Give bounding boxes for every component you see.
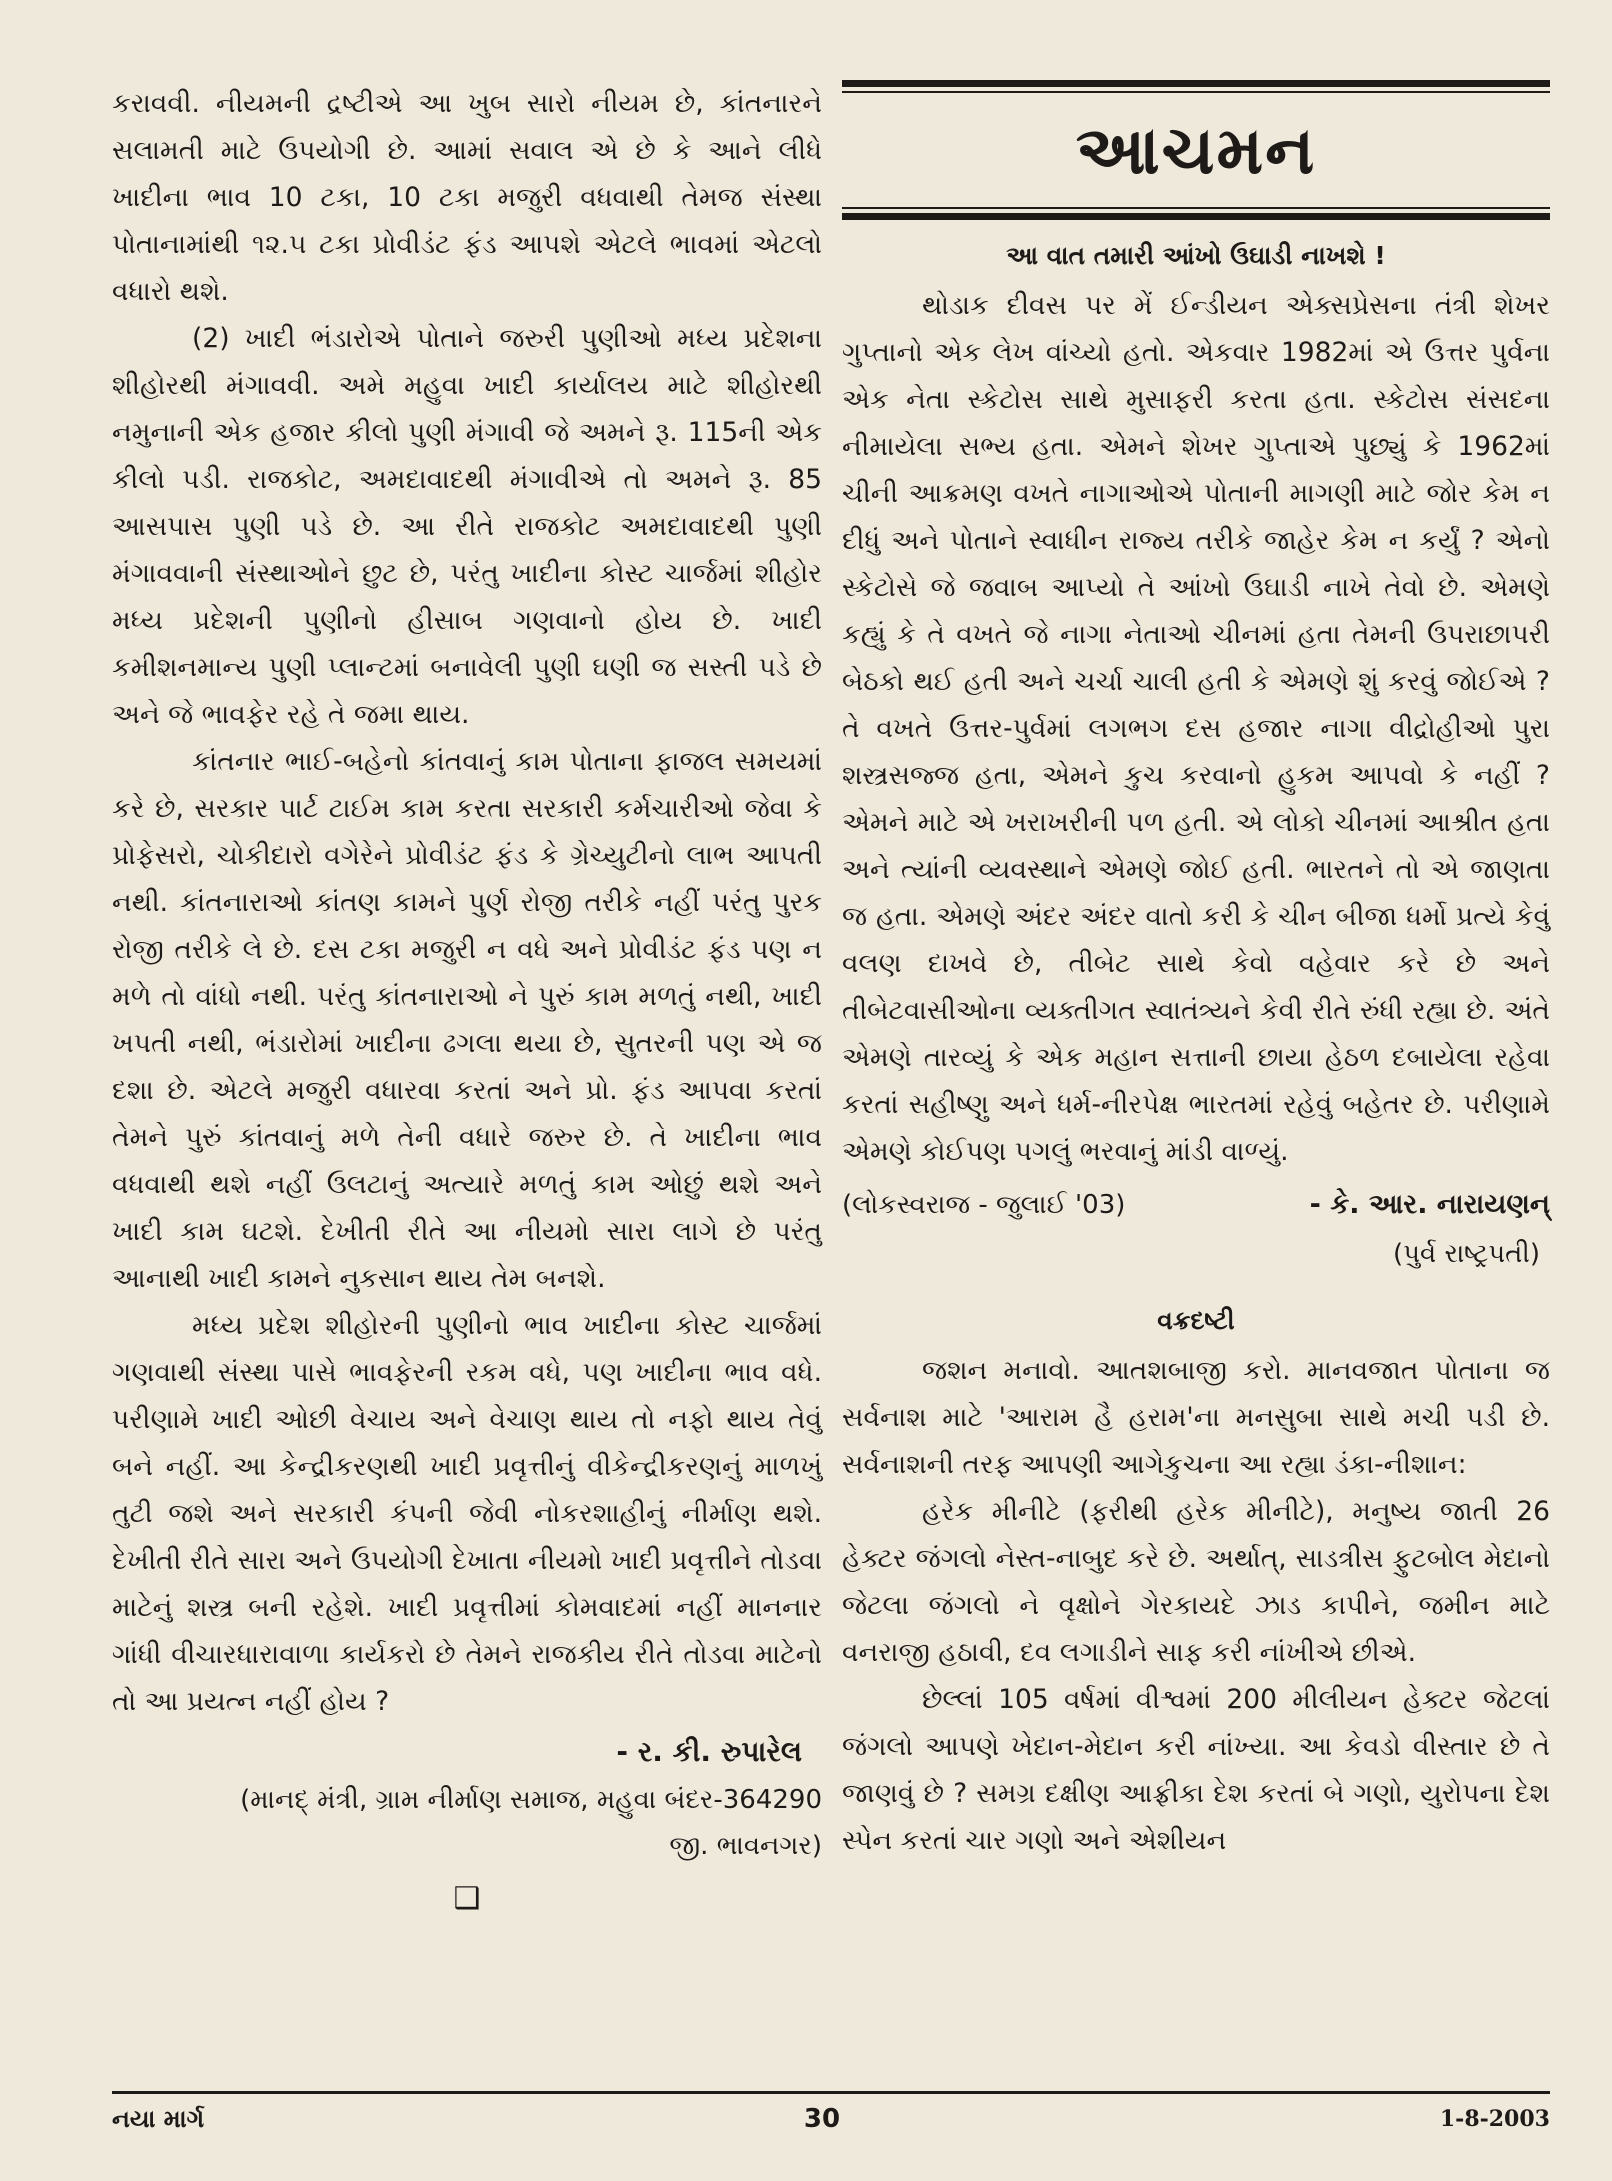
paragraph: મધ્ય પ્રદેશ શીહોરની પુણીનો ભાવ ખાદીના કોસ્ટ ચાર્જમાં ગણવાથી સંસ્થા પાસે ભાવફેરની રકમ વધે, પણ ખાદીના ભાવ વધે. પરીણામે ખાદી ઓછી વેચાય અને વેચાણ થાય તો નફો થાય તેવું બને નહીં. આ કેન્દ્રીકરણથી ખાદી પ્રવૃત્તીનું વીકેન્દ્રીકરણનું માળખું તુટી જશે અને સરકારી કંપની જેવી નોકરશાહીનું નીર્માણ થશે. દેખીતી રીતે સારા અને ઉપયોગી દેખાતા નીયમો ખાદી પ્રવૃત્તીને તોડવા માટેનું શસ્ત્ર બની રહેશે. ખાદી પ્રવૃત્તીમાં કોમવાદમાં નહીં માનનાર ગાંધી વીચારધારાવાળા કાર્યકરો છે તેમને રાજકીય રીતે તોડવા માટેનો તો આ પ્રયત્ન નહીં હોય ?: [112, 1310, 822, 1717]
footer-rule: [112, 2091, 1550, 2094]
left-column: [112, 80, 822, 1921]
signature-note-location: જી. ભાવનગર): [669, 1831, 822, 1861]
section-heading: આ વાત તમારી આંખો ઉઘાડી નાખશે !: [1006, 241, 1386, 270]
page-number: 30: [803, 2104, 841, 2134]
title-rule-bottom: [842, 213, 1550, 220]
right-column: [842, 80, 1550, 1864]
signature-note: (માનદ્ મંત્રી, ગ્રામ નીર્માણ સમાજ, મહુવા બંદર-364290: [240, 1785, 822, 1815]
citation-source: (લોકસ્વરાજ - જુલાઈ '03): [842, 1190, 1126, 1220]
title-rule-top: [842, 80, 1550, 87]
citation-author: - કે. આર. નારાયણન્: [1309, 1189, 1550, 1220]
end-of-article-icon: ❑: [453, 1881, 481, 1916]
paragraph: હરેક મીનીટે (ફરીથી હરેક મીનીટે), મનુષ્ય જાતી 26 હેક્ટર જંગલો નેસ્ત-નાબુદ કરે છે. અર્થાત્, સાડત્રીસ ફુટબોલ મેદાનો જેટલા જંગલો ને વૃક્ષોને ગેરકાયદે ઝાડ કાપીને, જમીન માટે વનરાજી હઠાવી, દવ લગાડીને સાફ કરી નાંખીએ છીએ.: [842, 1496, 1550, 1668]
paragraph: જશન મનાવો. આતશબાજી કરો. માનવજાત પોતાના જ સર્વનાશ માટે 'આરામ હૈ હરામ'ના મનસુબા સાથે મચી પડી છે. સર્વનાશની તરફ આપણી આગેકુચના આ રહ્યા ડંકા-નીશાન:: [842, 1355, 1550, 1480]
column-title: આચમન: [1075, 112, 1317, 189]
signature: - ર. કી. રુપારેલ: [616, 1735, 802, 1768]
paragraph: છેલ્લાં 105 વર્ષમાં વીશ્વમાં 200 મીલીયન હેક્ટર જેટલાં જંગલો આપણે ખેદાન-મેદાન કરી નાંખ્યા. આ કેવડો વીસ્તાર છે તે જાણવું છે ? સમગ્ર દક્ષીણ આફ્રીકા દેશ કરતાં બે ગણો, યુરોપના દેશ સ્પેન કરતાં ચાર ગણો અને એશીયન: [842, 1684, 1550, 1856]
title-rule-top-thin: [842, 91, 1550, 93]
paragraph: કાંતનાર ભાઈ-બહેનો કાંતવાનું કામ પોતાના ફાજલ સમયમાં કરે છે, સરકાર પાર્ટ ટાઈમ કામ કરતા સરકારી કર્મચારીઓ જેવા કે પ્રોફેસરો, ચોકીદારો વગેરેને પ્રોવીડંટ ફંડ કે ગ્રેચ્યુટીનો લાભ આપતી નથી. કાંતનારાઓ કાંતણ કામને પુર્ણ રોજી તરીકે નહીં પરંતુ પુરક રોજી તરીકે લે છે. દસ ટકા મજુરી ન વધે અને પ્રોવીડંટ ફંડ પણ ન મળે તો વાંધો નથી. પરંતુ કાંતનારાઓ ને પુરું કામ મળતું નથી, ખાદી ખપતી નથી, ભંડારોમાં ખાદીના ઢગલા થયા છે, સુતરની પણ એ જ દશા છે. એટલે મજુરી વધારવા કરતાં અને પ્રો. ફંડ આપવા કરતાં તેમને પુરું કાંતવાનું મળે તેની વધારે જરુર છે. તે ખાદીના ભાવ વધવાથી થશે નહીં ઉલટાનું અત્યારે મળતું કામ ઓછું થશે અને ખાદી કામ ઘટશે. દેખીતી રીતે આ નીયમો સારા લાગે છે પરંતુ આનાથી ખાદી કામને નુકસાન થાય તેમ બનશે.: [112, 746, 822, 1294]
citation-row: [842, 1179, 1550, 1231]
paragraph: થોડાક દીવસ પર મેં ઈન્ડીયન એક્સપ્રેસના તંત્રી શેખર ગુપ્તાનો એક લેખ વાંચ્યો હતો. એકવાર 1982માં એ ઉત્તર પુર્વના એક નેતા સ્કેટોસ સાથે મુસાફરી કરતા હતા. સ્કેટોસ સંસદના નીમાયેલા સભ્ય હતા. એમને શેખર ગુપ્તાએ પુછ્યું કે 1962માં ચીની આક્રમણ વખતે નાગાઓએ પોતાની માગણી માટે જોર કેમ ન દીધું અને પોતાને સ્વાધીન રાજ્ય તરીકે જાહેર કેમ ન કર્યું ? એનો સ્કેટોસે જે જવાબ આપ્યો તે આંખો ઉઘાડી નાખે તેવો છે. એમણે કહ્યું કે તે વખતે જે નાગા નેતાઓ ચીનમાં હતા તેમની ઉપરાછાપરી બેઠકો થઈ હતી અને ચર્ચા ચાલી હતી કે એમણે શું કરવું જોઈએ ? તે વખતે ઉત્તર-પુર્વમાં લગભગ દસ હજાર નાગા વીદ્રોહીઓ પુરા શસ્ત્રસજ્જ હતા, એમને કુચ કરવાનો હુકમ આપવો કે નહીં ? એમને માટે એ ખરાખરીની પળ હતી. એ લોકો ચીનમાં આશ્રીત હતા અને ત્યાંની વ્યવસ્થાને એમણે જોઈ હતી. ભારતને તો એ જાણતા જ હતા. એમણે અંદર અંદર વાતો કરી કે ચીન બીજા ધર્મો પ્રત્યે કેવું વલણ દાખવે છે, તીબેટ સાથે કેવો વહેવાર કરે છે અને તીબેટવાસીઓના વ્યક્તીગત સ્વાતંત્ર્યને કેવી રીતે રુંધી રહ્યા છે. અંતે એમણે તારવ્યું કે એક મહાન સત્તાની છાયા હેઠળ દબાયેલા રહેવા કરતાં સહીષ્ણુ અને ધર્મ-નીરપેક્ષ ભારતમાં રહેવું બહેતર છે. પરીણામે એમણે કોઈપણ પગલું ભરવાનું માંડી વાળ્યું.: [842, 290, 1550, 1167]
section-heading: વક્રદષ્ટી: [1157, 1306, 1235, 1335]
issue-date: 1-8-2003: [1439, 2106, 1550, 2132]
publication-name: નયા માર્ગ: [112, 2105, 205, 2133]
title-rule-bottom-thin: [842, 207, 1550, 209]
citation-author-title: (પુર્વ રાષ્ટ્રપતી): [1393, 1239, 1540, 1269]
paragraph: કરાવવી. નીયમની દ્રષ્ટીએ આ ખુબ સારો નીયમ છે, કાંતનારને સલામતી માટે ઉપયોગી છે. આમાં સવાલ એ છે કે આને લીધે ખાદીના ભાવ 10 ટકા, 10 ટકા મજુરી વધવાથી તેમજ સંસ્થા પોતાનામાંથી ૧૨.૫ ટકા પ્રોવીડંટ ફંડ આપશે એટલે ભાવમાં એટલો વધારો થશે.: [112, 88, 822, 307]
paragraph: (2) ખાદી ભંડારોએ પોતાને જરુરી પુણીઓ મધ્ય પ્રદેશના શીહોરથી મંગાવવી. અમે મહુવા ખાદી કાર્યાલય માટે શીહોરથી નમુનાની એક હજાર કીલો પુણી મંગાવી જે અમને રૂ. 115ની એક કીલો પડી. રાજકોટ, અમદાવાદથી મંગાવીએ તો અમને રૂ. 85 આસપાસ પુણી પડે છે. આ રીતે રાજકોટ અમદાવાદથી પુણી મંગાવવાની સંસ્થાઓને છુટ છે, પરંતુ ખાદીના કોસ્ટ ચાર્જમાં શીહોર મધ્ય પ્રદેશની પુણીનો હીસાબ ગણવાનો હોય છે. ખાદી કમીશનમાન્ય પુણી પ્લાન્ટમાં બનાવેલી પુણી ઘણી જ સસ્તી પડે છે અને જે ભાવફેર રહે તે જમા થાય.: [112, 323, 822, 730]
page-footer: [112, 2104, 1550, 2134]
